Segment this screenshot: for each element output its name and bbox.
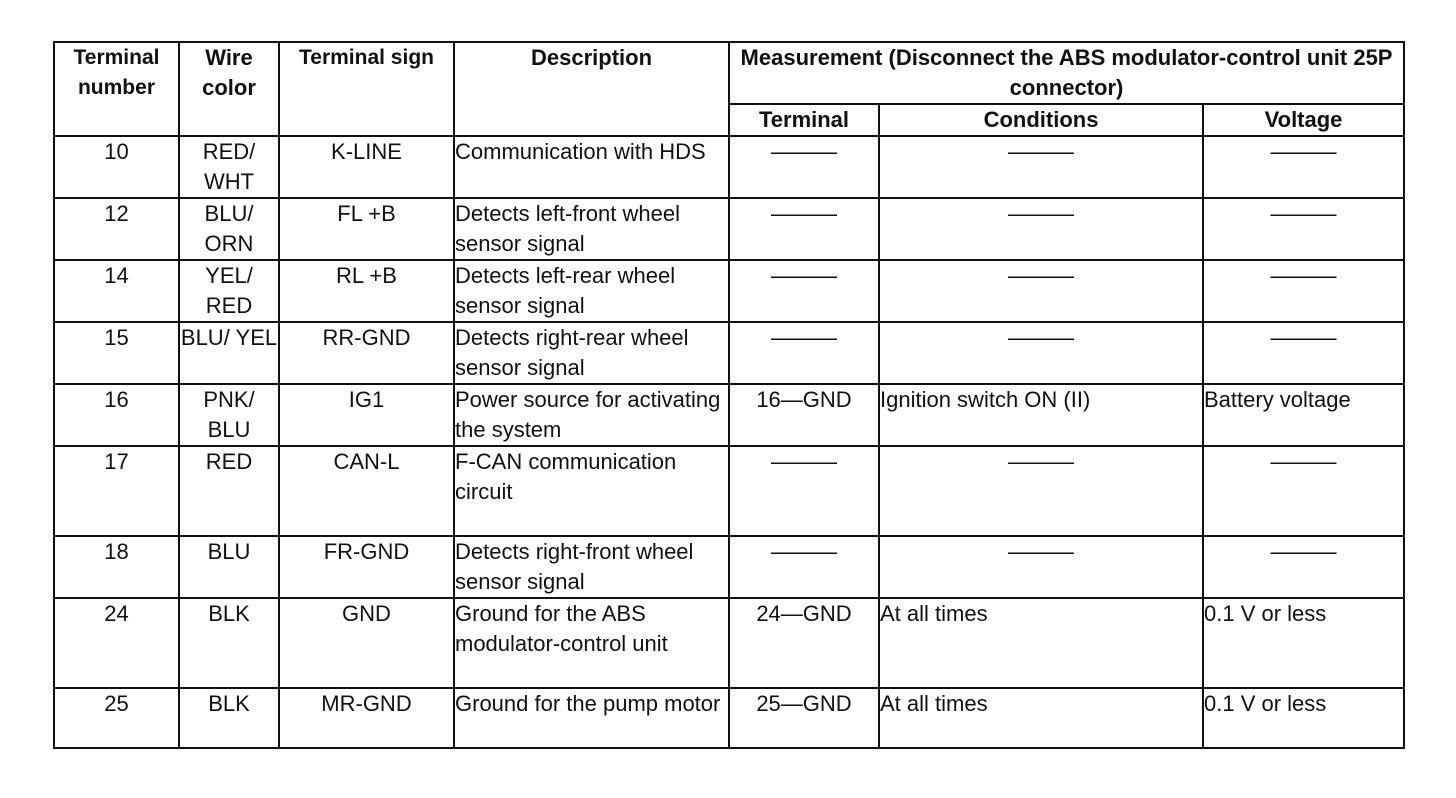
table-row: [54, 446, 1404, 536]
terminal-sign-cell: RL +B: [279, 260, 454, 322]
description-cell: Communication with HDS: [454, 136, 729, 198]
wire-color-cell: YEL/ RED: [179, 260, 279, 322]
terminal-number-cell: 17: [54, 446, 179, 536]
terminal-number-cell: 10: [54, 136, 179, 198]
wire-color-cell: BLU/ ORN: [179, 198, 279, 260]
terminal-sign-cell: GND: [279, 598, 454, 688]
header-measurement: Measurement (Disconnect the ABS modulator-control unit 25P connector): [729, 42, 1404, 104]
header-measurement-voltage: Voltage: [1203, 104, 1404, 136]
terminal-sign-cell: FL +B: [279, 198, 454, 260]
conditions-cell: ———: [879, 198, 1203, 260]
table-row: [54, 688, 1404, 748]
table-row: [54, 536, 1404, 598]
description-cell: Detects left-front wheel sensor signal: [454, 198, 729, 260]
conditions-cell: ———: [879, 260, 1203, 322]
terminal-number-cell: 24: [54, 598, 179, 688]
voltage-cell: ———: [1203, 536, 1404, 598]
conditions-cell: At all times: [879, 688, 1203, 748]
description-cell: Detects right-front wheel sensor signal: [454, 536, 729, 598]
table-row: [54, 384, 1404, 446]
header-measurement-terminal: Terminal: [729, 104, 879, 136]
description-cell: F-CAN communication circuit: [454, 446, 729, 536]
table-row: [54, 322, 1404, 384]
terminal-sign-cell: RR-GND: [279, 322, 454, 384]
wire-color-cell: BLU: [179, 536, 279, 598]
wire-color-cell: RED: [179, 446, 279, 536]
measure-terminal-cell: 25—GND: [729, 688, 879, 748]
voltage-cell: ———: [1203, 260, 1404, 322]
measure-terminal-cell: ———: [729, 260, 879, 322]
terminal-sign-cell: CAN-L: [279, 446, 454, 536]
measure-terminal-cell: ———: [729, 322, 879, 384]
table-row: [54, 598, 1404, 688]
voltage-cell: 0.1 V or less: [1203, 688, 1404, 748]
voltage-cell: ———: [1203, 136, 1404, 198]
measure-terminal-cell: 24—GND: [729, 598, 879, 688]
terminal-sign-cell: MR-GND: [279, 688, 454, 748]
measure-terminal-cell: ———: [729, 536, 879, 598]
terminal-number-cell: 15: [54, 322, 179, 384]
terminal-number-cell: 14: [54, 260, 179, 322]
table-row: [54, 136, 1404, 198]
wire-color-cell: RED/ WHT: [179, 136, 279, 198]
measure-terminal-cell: ———: [729, 446, 879, 536]
description-cell: Detects right-rear wheel sensor signal: [454, 322, 729, 384]
conditions-cell: At all times: [879, 598, 1203, 688]
header-measurement-conditions: Conditions: [879, 104, 1203, 136]
terminal-number-cell: 25: [54, 688, 179, 748]
measure-terminal-cell: ———: [729, 136, 879, 198]
conditions-cell: ———: [879, 136, 1203, 198]
voltage-cell: ———: [1203, 322, 1404, 384]
description-cell: Detects left-rear wheel sensor signal: [454, 260, 729, 322]
measure-terminal-cell: 16—GND: [729, 384, 879, 446]
wire-color-cell: BLU/ YEL: [179, 322, 279, 384]
conditions-cell: ———: [879, 322, 1203, 384]
header-wire-color: Wire color: [179, 42, 279, 136]
terminal-number-cell: 16: [54, 384, 179, 446]
voltage-cell: ———: [1203, 446, 1404, 536]
voltage-cell: Battery voltage: [1203, 384, 1404, 446]
wire-color-cell: PNK/ BLU: [179, 384, 279, 446]
wire-color-cell: BLK: [179, 598, 279, 688]
description-cell: Ground for the ABS modulator-control unit: [454, 598, 729, 688]
terminal-number-cell: 12: [54, 198, 179, 260]
voltage-cell: ———: [1203, 198, 1404, 260]
table-row: [54, 260, 1404, 322]
description-cell: Ground for the pump motor: [454, 688, 729, 748]
header-description: Description: [454, 42, 729, 136]
wire-color-cell: BLK: [179, 688, 279, 748]
measure-terminal-cell: ———: [729, 198, 879, 260]
conditions-cell: ———: [879, 446, 1203, 536]
conditions-cell: Ignition switch ON (II): [879, 384, 1203, 446]
terminal-spec-table: [53, 41, 1405, 749]
voltage-cell: 0.1 V or less: [1203, 598, 1404, 688]
table-row: [54, 198, 1404, 260]
terminal-sign-cell: K-LINE: [279, 136, 454, 198]
header-terminal-sign: Terminal sign: [279, 42, 454, 136]
header-terminal-number: Terminal number: [54, 42, 179, 136]
terminal-number-cell: 18: [54, 536, 179, 598]
description-cell: Power source for activating the system: [454, 384, 729, 446]
terminal-sign-cell: IG1: [279, 384, 454, 446]
conditions-cell: ———: [879, 536, 1203, 598]
terminal-sign-cell: FR-GND: [279, 536, 454, 598]
